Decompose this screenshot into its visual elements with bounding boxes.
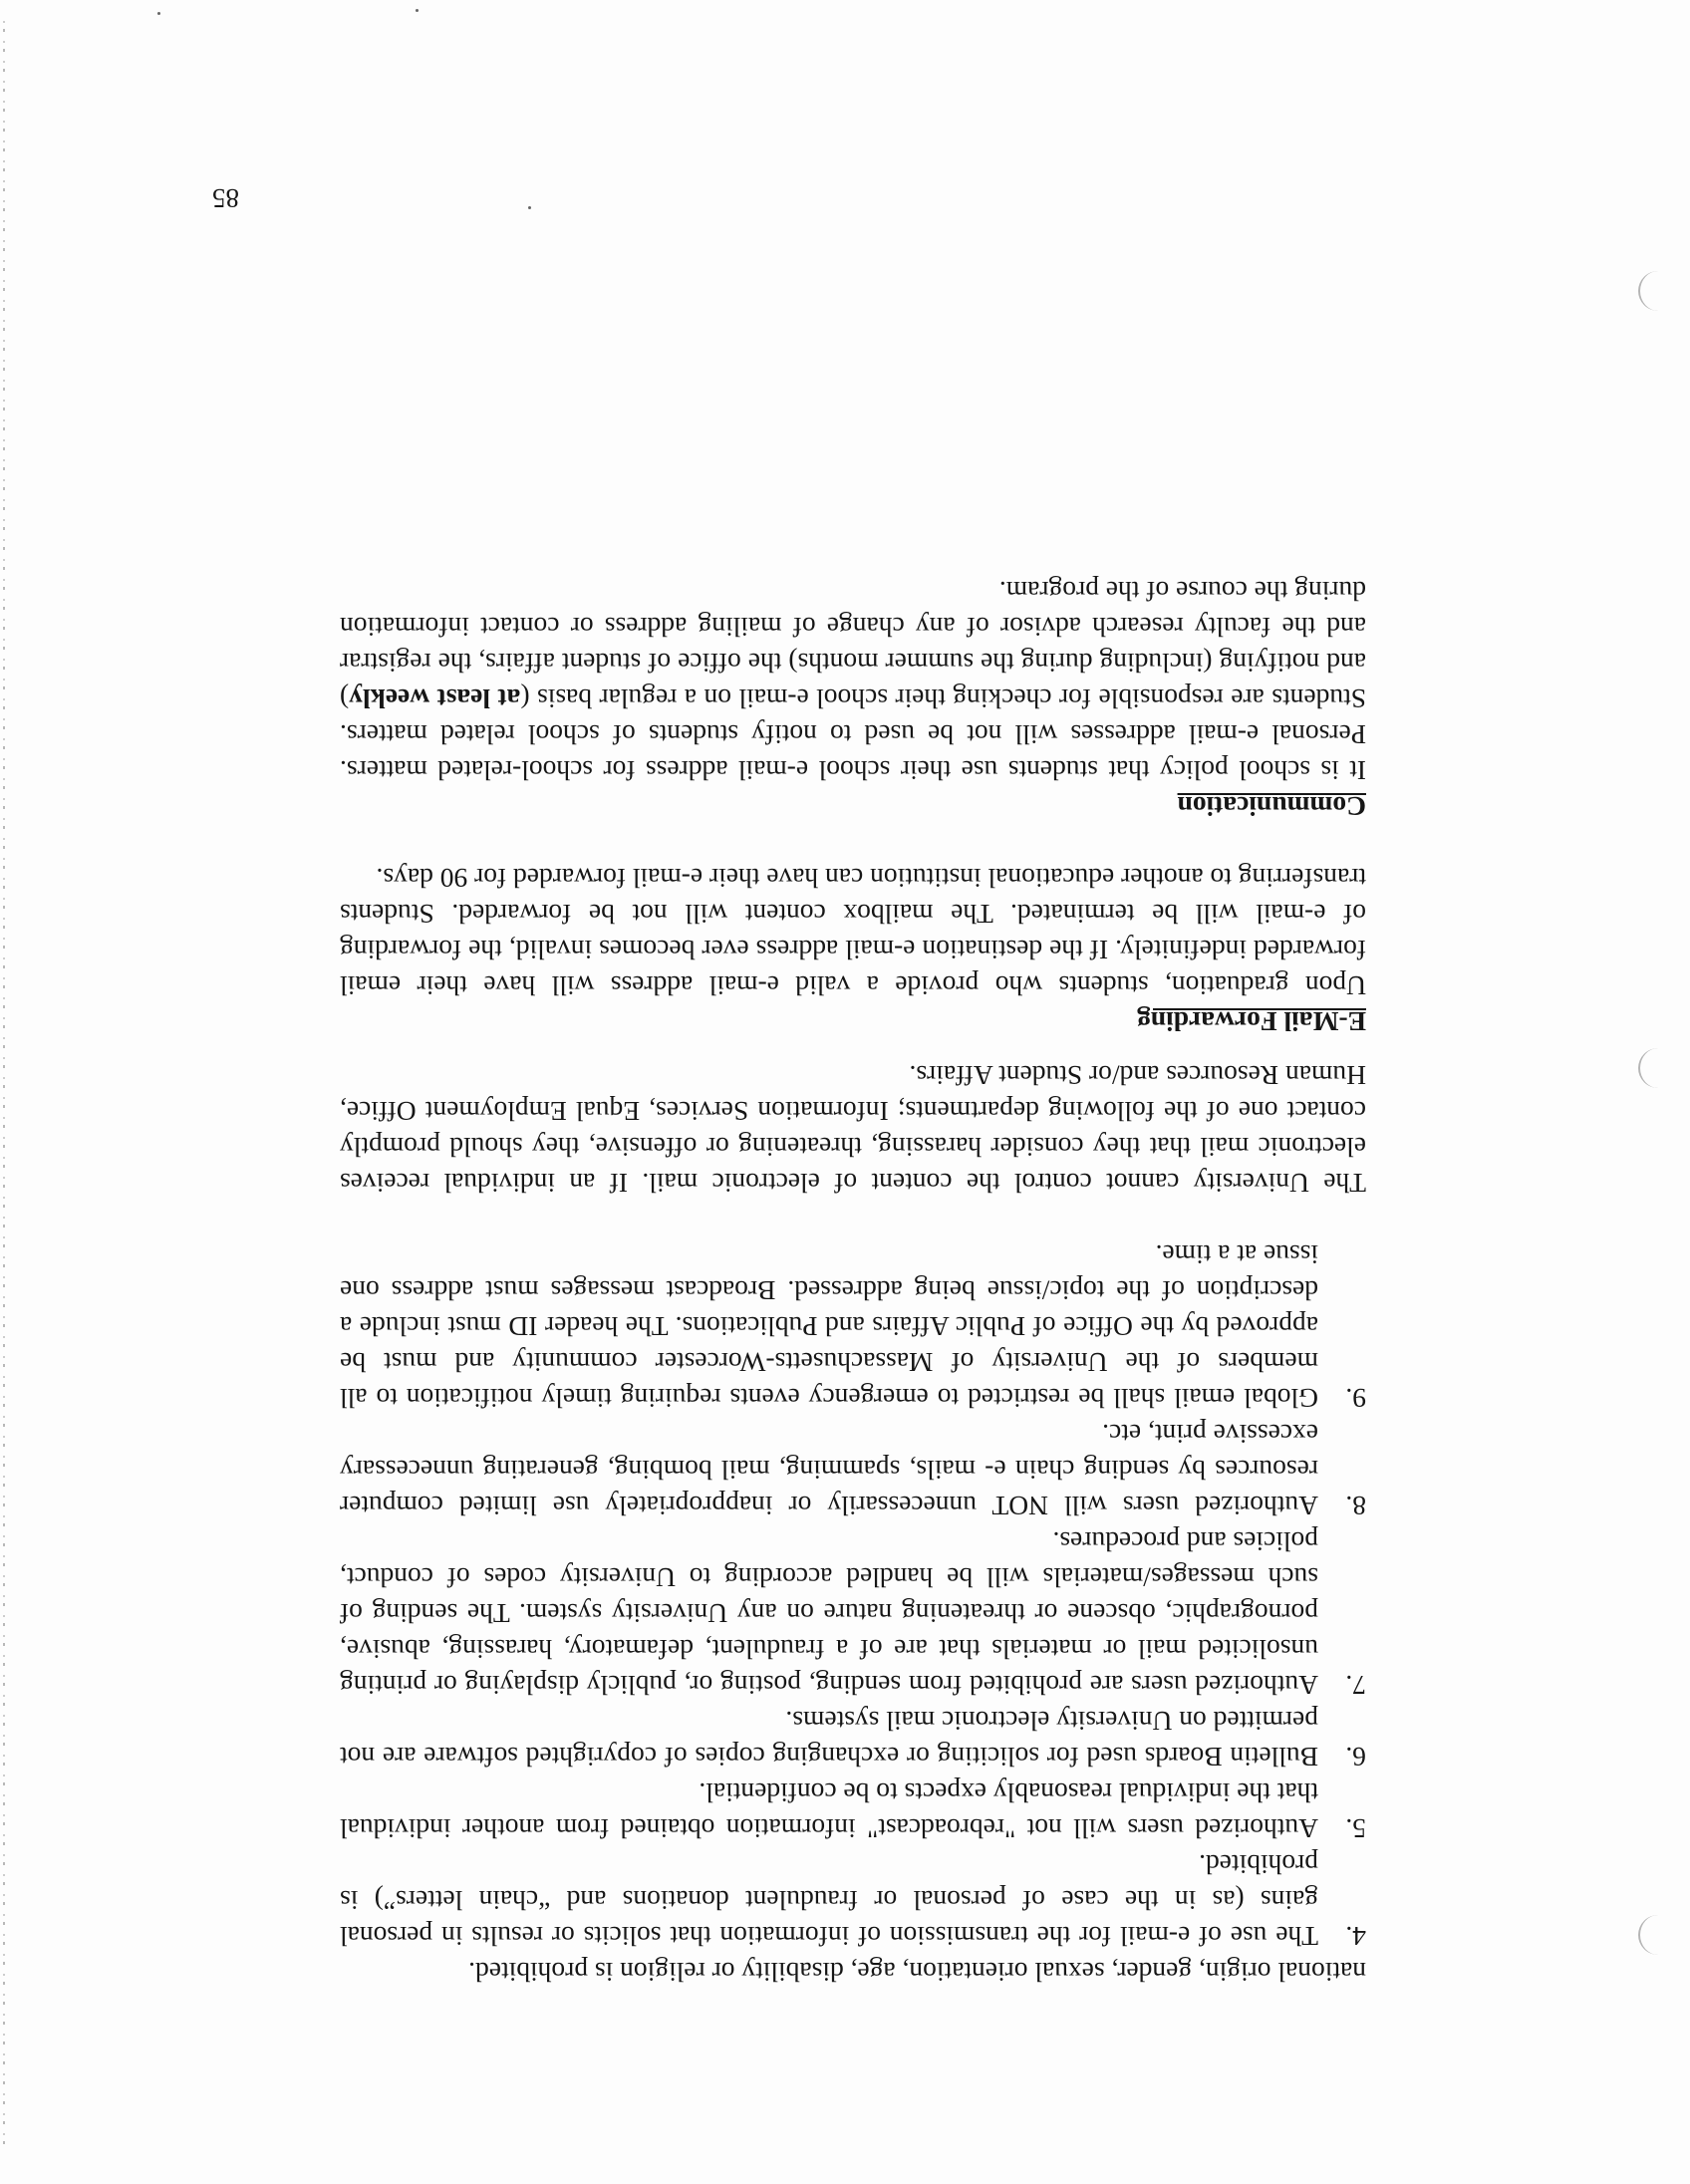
list-item-number: 8. (1345, 1491, 1366, 1521)
document-body (340, 573, 1366, 1990)
forwarding-heading: E-Mail Forwarding (1137, 1006, 1366, 1037)
list-item (340, 1774, 1366, 1846)
list-item (340, 1416, 1366, 1523)
list-item-text: Bulletin Boards used for soliciting or exchanging copies of copyrighted software are not permitted on University electronic mail systems. (340, 1706, 1318, 1773)
list-item-text: Authorized users are prohibited from sending, posting or, publicly displaying or printing unsolicited mail or materials that are of a fraudulent, defamatory, harassing, abusive, pornographic, obscene or threatening nature on any University system. The sending of such messages/materials will be handled according to University codes of conduct, policies and procedures. (340, 1526, 1318, 1701)
list-item-number: 7. (1345, 1670, 1366, 1701)
list-item-number: 9. (1345, 1383, 1366, 1414)
scan-speck (157, 12, 160, 15)
list-item (340, 1523, 1366, 1703)
forwarding-paragraph: Upon graduation, students who provide a valid e-mail address will have their email forwarded indefinitely. If the destination e-mail address ever becomes invalid, the forwarding of e-mail will be terminated. The mailbox content will not be forwarded. Students transferring to another educational institution can have their e-mail forwarded for 90 days. (340, 863, 1366, 1001)
communication-text-end: ) and notifying (including during the summer months) the office of student affairs, the registrar and the faculty research advisor of any change of mailing address or contact information during the course of the program. (340, 576, 1366, 714)
scan-speck (528, 206, 531, 209)
list-item (340, 1703, 1366, 1774)
intro-continuation: national origin, gender, sexual orientation, age, disability or religion is prohibited. (468, 1957, 1366, 1988)
control-paragraph: The University cannot control the content of electronic mail. If an individual receives electronic mail that they consider harassing, threatening or offensive, they should promptly contact one of the following departments; Information Services, Equal Employment Office, Human Resources and/or Student Affairs. (340, 1060, 1366, 1199)
binding-edge (3, 12, 5, 2144)
list-item-text: Global email shall be restricted to emergency events requiring timely notification to all members of the University of Massachusetts-Worcester community and must be approved by the Office of Public Affairs and Publications. The header ID must include a description of the topic/issue being addressed. Broadcast messages must address one issue at a time. (340, 1239, 1318, 1414)
page-number: 85 (212, 183, 239, 213)
list-item-text: Authorized users will not "rebroadcast" information obtained from another individual that the individual reasonably expects to be confidential. (340, 1777, 1318, 1844)
list-item-text: Authorized users will NOT unnecessarily or inappropriately use limited computer resources by sending chain e- mails, spamming, mail bombing, generating unnecessary excessive print, etc. (340, 1419, 1318, 1521)
scan-speck (416, 9, 419, 12)
list-item-text: The use of e-mail for the transmission of information that solicits or results in personal gains (as in the case of personal or fraudulent donations and “chain letters”) is prohibited. (340, 1849, 1318, 1952)
communication-emphasis: at least weekly (349, 683, 521, 714)
communication-text-start: It is school policy that students use their school e-mail address for school-related matters. Personal e-mail addresses will not be used to notify students of school related matters. Students are responsible for checking their school e-mail on a regular basis ( (340, 683, 1366, 786)
list-item-number: 6. (1345, 1742, 1366, 1773)
communication-heading: Communication (1177, 791, 1366, 822)
list-item (340, 1846, 1366, 1954)
list-item-number: 4. (1345, 1921, 1366, 1952)
punch-hole-mark (1638, 1915, 1660, 1955)
list-item (340, 1236, 1366, 1416)
punch-hole-mark (1638, 271, 1660, 311)
punch-hole-mark (1638, 1048, 1660, 1088)
list-item-number: 5. (1345, 1813, 1366, 1844)
communication-paragraph (340, 573, 1366, 788)
